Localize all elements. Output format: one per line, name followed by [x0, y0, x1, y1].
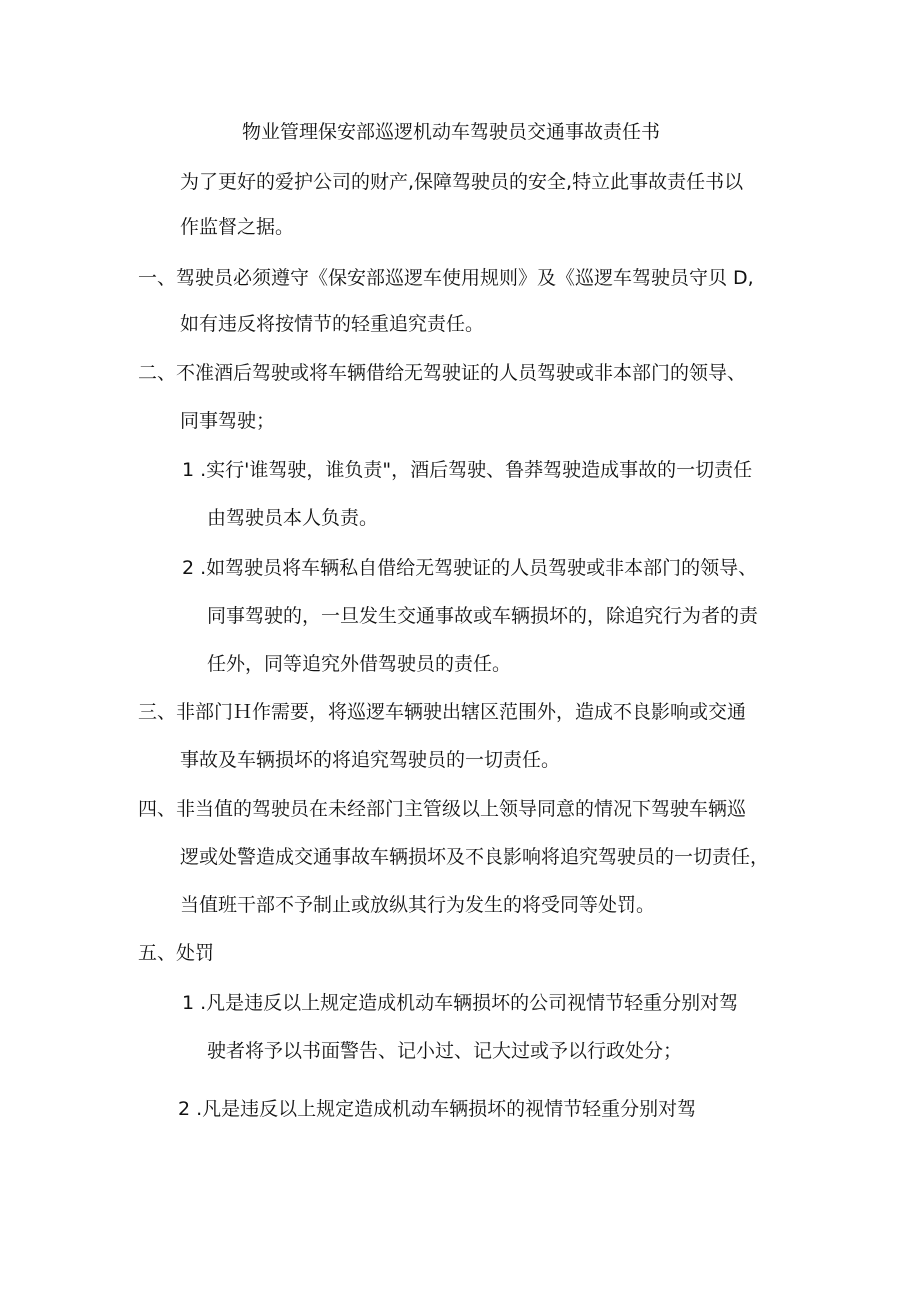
- intro-line-2: 作监督之据。: [180, 216, 295, 238]
- clause-5-item-1-line-1: 1 .凡是违反以上规定造成机动车辆损坏的公司视情节轻重分别对驾: [182, 992, 739, 1014]
- clause-4-line-3: 当值班干部不予制止或放纵其行为发生的将受同等处罚。: [180, 894, 656, 916]
- clause-5-item-1-line-2: 驶者将予以书面警告、记小过、记大过或予以行政处分；: [207, 1040, 683, 1062]
- clause-2-item-2-line-3: 任外，同等追究外借驾驶员的责任。: [207, 653, 512, 675]
- clause-2-item-1-line-2: 由驾驶员本人负责。: [207, 507, 379, 529]
- document-title: 物业管理保安部巡逻机动车驾驶员交通事故责任书: [242, 121, 661, 143]
- clause-5-item-2-line-1: 2 .凡是违反以上规定造成机动车辆损坏的视情节轻重分别对驾: [178, 1098, 697, 1120]
- clause-2-line-2: 同事驾驶；: [180, 410, 276, 432]
- clause-1-line-2: 如有违反将按情节的轻重追究责任。: [180, 313, 485, 335]
- clause-4-line-2: 逻或处警造成交通事故车辆损坏及不良影响将追究驾驶员的一切责任，: [180, 846, 770, 868]
- clause-2-item-1-line-1: 1 .实行'谁驾驶，谁负责"，酒后驾驶、鲁莽驾驶造成事故的一切责任: [182, 459, 753, 481]
- clause-3-line-1: 三、非部门Ｈ作需要，将巡逻车辆驶出辖区范围外，造成不良影响或交通: [138, 701, 747, 723]
- clause-2-line-1: 二、不准酒后驾驶或将车辆借给无驾驶证的人员驾驶或非本部门的领导、: [138, 362, 747, 384]
- clause-4-line-1: 四、非当值的驾驶员在未经部门主管级以上领导同意的情况下驾驶车辆巡: [138, 798, 747, 820]
- clause-2-item-2-line-1: 2 .如驾驶员将车辆私自借给无驾驶证的人员驾驶或非本部门的领导、: [182, 557, 758, 579]
- clause-5-line-1: 五、处罚: [138, 942, 215, 964]
- clause-1-line-1: 一、驾驶员必须遵守《保安部巡逻车使用规则》及《巡逻车驾驶员守贝 D,: [138, 267, 754, 289]
- clause-3-line-2: 事故及车辆损坏的将追究驾驶员的一切责任。: [180, 749, 561, 771]
- intro-line-1: 为了更好的爱护公司的财产,保障驾驶员的安全,特立此事故责任书以: [180, 171, 744, 193]
- clause-2-item-2-line-2: 同事驾驶的，一旦发生交通事故或车辆损坏的，除追究行为者的责: [207, 605, 759, 627]
